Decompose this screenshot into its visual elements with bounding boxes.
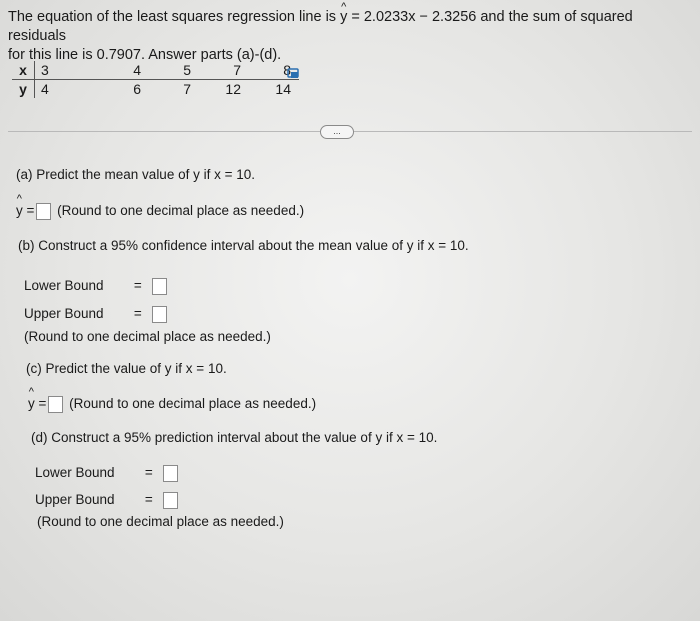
y-value: 12: [225, 81, 241, 97]
y-row: [12, 80, 299, 99]
lower-bound-label: Lower Bound: [35, 465, 115, 481]
more-button[interactable]: ...: [320, 125, 354, 139]
part-a-question: (a) Predict the mean value of y if x = 10.: [16, 167, 255, 182]
y-label: y: [12, 80, 35, 99]
equals-sign: =: [38, 396, 47, 412]
y-value: 14: [275, 81, 291, 97]
part-d-hint: (Round to one decimal place as needed.): [37, 514, 284, 529]
round-hint: (Round to one decimal place as needed.): [69, 396, 317, 412]
part-b-upper-row: [24, 306, 169, 323]
x-value: 5: [141, 61, 191, 80]
part-d-lower-row: [35, 465, 180, 482]
part-a-answer-row: [16, 203, 304, 220]
part-d-upper-input[interactable]: [163, 492, 178, 509]
problem-text-a: The equation of the least squares regression line is: [8, 9, 341, 25]
equals-sign: =: [26, 203, 35, 219]
part-a-answer-input[interactable]: [36, 203, 51, 220]
part-b-hint: (Round to one decimal place as needed.): [24, 329, 271, 344]
part-b-lower-row: [24, 278, 169, 295]
y-value: 4: [41, 81, 49, 97]
part-b-lower-input[interactable]: [152, 278, 167, 295]
round-hint: (Round to one decimal place as needed.): [57, 203, 305, 219]
x-row: [12, 61, 299, 80]
y-value: 6: [133, 81, 141, 97]
x-value: 3: [35, 61, 92, 80]
equals-sign: =: [144, 465, 153, 481]
part-d-lower-input[interactable]: [163, 465, 178, 482]
part-b-upper-input[interactable]: [152, 306, 167, 323]
data-table: [12, 61, 299, 98]
problem-text-b: = 2.0233x − 2.3256 and the sum of squared residuals: [8, 9, 633, 44]
lower-bound-label: Lower Bound: [24, 278, 104, 294]
x-value: 7: [191, 61, 241, 80]
problem-line-1: [8, 8, 692, 46]
equals-sign: =: [144, 492, 153, 508]
x-value: 8: [241, 61, 299, 80]
part-d-question: (d) Construct a 95% prediction interval about the value of y if x = 10.: [31, 430, 438, 445]
problem-line-2: for this line is 0.7907. Answer parts (a)-(d).: [8, 47, 282, 63]
equals-sign: =: [133, 306, 142, 322]
y-hat-symbol: ^ y: [28, 396, 35, 411]
problem-statement: [8, 8, 692, 65]
y-hat-symbol: ^ y: [340, 8, 347, 27]
y-hat-symbol: ^ y: [16, 203, 23, 218]
part-c-answer-input[interactable]: [48, 396, 63, 413]
y-value: 7: [183, 81, 191, 97]
upper-bound-label: Upper Bound: [35, 492, 115, 508]
part-c-answer-row: [28, 396, 316, 413]
copy-data-icon[interactable]: [287, 66, 299, 77]
part-b-question: (b) Construct a 95% confidence interval about the mean value of y if x = 10.: [18, 238, 469, 253]
equals-sign: =: [133, 278, 142, 294]
x-value: 4: [91, 61, 141, 80]
x-label: x: [12, 61, 35, 80]
part-d-upper-row: [35, 492, 180, 509]
upper-bound-label: Upper Bound: [24, 306, 104, 322]
part-c-question: (c) Predict the value of y if x = 10.: [26, 361, 227, 376]
